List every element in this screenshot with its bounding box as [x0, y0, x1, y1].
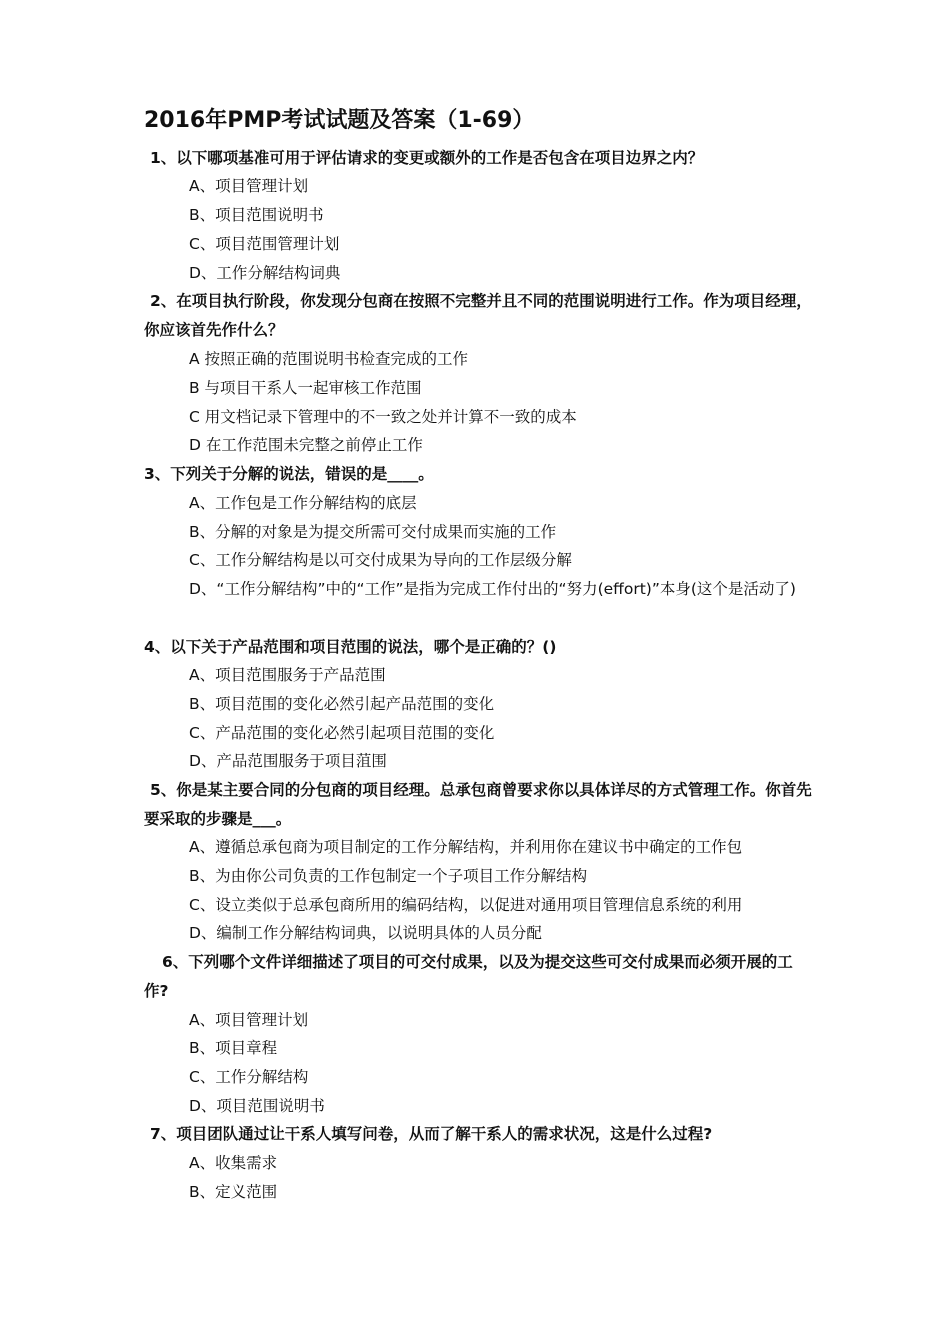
question-2-option-b: B 与项目干系人一起审核工作范围 [189, 379, 422, 397]
question-6: 6、下列哪个文件详细描述了项目的可交付成果，以及为提交这些可交付成果而必须开展的工作? [144, 953, 793, 1000]
question-3-option-d: D、“工作分解结构”中的“工作”是指为完成工作付出的“努力(effort)”本身(这个是活动了) [189, 580, 796, 598]
question-2-option-c: C 用文档记录下管理中的不一致之处并计算不一致的成本 [189, 408, 577, 426]
question-1-option-c: C、项目范围管理计划 [189, 235, 340, 253]
question-7-option-b: B、定义范围 [189, 1183, 278, 1201]
question-6-option-a: A、项目管理计划 [189, 1011, 309, 1029]
question-5-option-a: A、遵循总承包商为项目制定的工作分解结构，并利用你在建议书中确定的工作包 [189, 838, 743, 856]
question-3-option-b: B、分解的对象是为提交所需可交付成果而实施的工作 [189, 523, 557, 541]
question-2: 2、在项目执行阶段，你发现分包商在按照不完整并且不同的范围说明进行工作。作为项目经理，你应该首先作什么？ [144, 292, 812, 339]
question-7: 7、项目团队通过让干系人填写问卷，从而了解干系人的需求状况，这是什么过程? [150, 1125, 713, 1143]
question-4-option-d: D、产品范围服务于项目菹围 [189, 752, 387, 770]
question-1-option-a: A、项目管理计划 [189, 177, 309, 195]
question-6-option-c: C、工作分解结构 [189, 1068, 309, 1086]
question-3-option-a: A、工作包是工作分解结构的底层 [189, 494, 417, 512]
question-4-option-b: B、项目范围的变化必然引起产品范围的变化 [189, 695, 495, 713]
question-6-option-d: D、项目范围说明书 [189, 1097, 325, 1115]
question-5: 5、你是某主要合同的分包商的项目经理。总承包商曾要求你以具体详尽的方式管理工作。你首先要采取的步骤是___。 [144, 781, 812, 828]
document-title: 2016年PMP考试试题及答案（1-69） [144, 108, 535, 133]
question-6-option-b: B、项目章程 [189, 1039, 278, 1057]
question-5-option-c: C、设立类似于总承包商所用的编码结构，以促进对通用项目管理信息系统的利用 [189, 896, 743, 914]
question-4-option-a: A、项目范围服务于产品范围 [189, 666, 386, 684]
question-1-option-d: D、工作分解结构词典 [189, 264, 341, 282]
question-5-option-d: D、编制工作分解结构词典，以说明具体的人员分配 [189, 924, 542, 942]
question-7-option-a: A、收集需求 [189, 1154, 278, 1172]
question-3-option-c: C、工作分解结构是以可交付成果为导向的工作层级分解 [189, 551, 572, 569]
question-1-option-b: B、项目范围说明书 [189, 206, 324, 224]
question-4: 4、以下关于产品范围和项目范围的说法，哪个是正确的？() [144, 638, 557, 656]
question-1: 1、以下哪项基准可用于评估请求的变更或额外的工作是否包含在项目边界之内？ [150, 149, 704, 167]
question-2-option-a: A 按照正确的范围说明书检查完成的工作 [189, 350, 469, 368]
question-5-option-b: B、为由你公司负责的工作包制定一个子项目工作分解结构 [189, 867, 588, 885]
question-4-option-c: C、产品范围的变化必然引起项目范围的变化 [189, 724, 495, 742]
question-2-option-d: D 在工作范围未完整之前停止工作 [189, 436, 423, 454]
question-3: 3、下列关于分解的说法，错误的是____。 [144, 465, 434, 483]
